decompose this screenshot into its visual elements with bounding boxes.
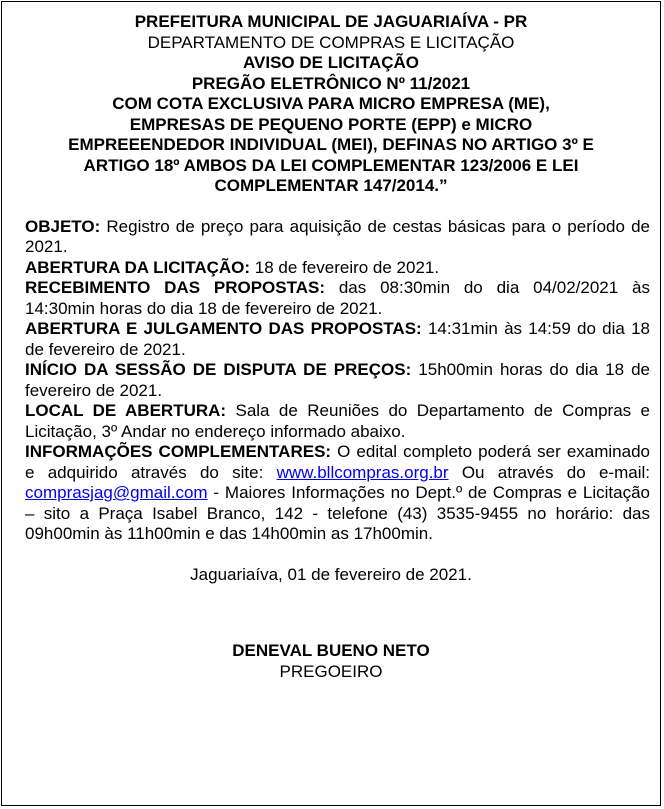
info-label: INFORMAÇÕES COMPLEMENTARES: <box>25 442 332 461</box>
notice-body <box>2 217 660 545</box>
header-quota-line-5: COMPLEMENTAR 147/2014.” <box>214 176 448 195</box>
objeto-label: OBJETO: <box>25 216 101 236</box>
signature-block <box>2 641 660 682</box>
header-notice-title: AVISO DE LICITAÇÃO <box>243 53 419 72</box>
recebimento-paragraph <box>25 278 650 319</box>
inicio-text: 15h00min horas do dia 18 de fevereiro de 2021. <box>25 360 650 400</box>
local-paragraph <box>25 401 650 442</box>
info-text-2: Ou através do e-mail: <box>448 462 650 482</box>
abertura-label: ABERTURA DA LICITAÇÃO: <box>25 257 251 277</box>
info-text-1: O edital completo poderá ser examinado e adquirido através do site: <box>25 442 650 482</box>
notice-header <box>2 2 660 197</box>
recebimento-text: das 08:30min do dia 04/02/2021 às 14:30min horas do dia 18 de fevereiro de 2021. <box>25 278 650 318</box>
julgamento-paragraph <box>25 319 650 360</box>
abertura-text: 18 de fevereiro de 2021. <box>250 257 440 277</box>
date-line: Jaguariaíva, 01 de fevereiro de 2021. <box>190 564 472 584</box>
julgamento-label: ABERTURA E JULGAMENTO DAS PROPOSTAS: <box>25 319 422 338</box>
inicio-label: INÍCIO DA SESSÃO DE DISPUTA DE PREÇOS: <box>25 360 412 379</box>
signature-name: DENEVAL BUENO NETO <box>232 641 430 660</box>
notice-frame <box>1 1 661 806</box>
local-label: LOCAL DE ABERTURA: <box>25 401 227 420</box>
julgamento-text: 14:31min às 14:59 do dia 18 de fevereiro de 2021. <box>25 319 650 359</box>
header-quota-line-3: EMPREEENDEDOR INDIVIDUAL (MEI), DEFINAS NO ARTIGO 3º E <box>68 135 594 154</box>
site-link[interactable]: www.bllcompras.org.br <box>276 462 449 482</box>
email-link[interactable]: comprasjag@gmail.com <box>25 483 208 502</box>
header-quota-line-2: EMPRESAS DE PEQUENO PORTE (EPP) e MICRO <box>129 114 533 134</box>
header-department: DEPARTAMENTO DE COMPRAS E LICITAÇÃO <box>147 32 515 52</box>
recebimento-label: RECEBIMENTO DAS PROPOSTAS: <box>25 278 326 297</box>
objeto-text: Registro de preço para aquisição de cestas básicas para o período de 2021. <box>25 216 650 256</box>
header-municipality: PREFEITURA MUNICIPAL DE JAGUARIAÍVA - PR <box>134 12 528 31</box>
abertura-paragraph <box>25 258 650 279</box>
signature-role: PREGOEIRO <box>279 661 383 681</box>
header-quota-line-1: COM COTA EXCLUSIVA PARA MICRO EMPRESA (ME), <box>112 94 550 113</box>
header-quota-line-4: ARTIGO 18º AMBOS DA LEI COMPLEMENTAR 123/2006 E LEI <box>83 155 579 175</box>
info-paragraph <box>25 442 650 545</box>
info-text-3: - Maiores Informações no Dept.º de Compras e Licitação – sito a Praça Isabel Branco, 142 - telefone (43) 3535-9455 no horário: das 09h00min às 11h00min e das 14h00min as 17h00min. <box>25 483 650 543</box>
header-pregao-number: PREGÃO ELETRÔNICO Nº 11/2021 <box>191 73 471 93</box>
objeto-paragraph <box>25 217 650 258</box>
local-text: Sala de Reuniões do Departamento de Compras e Licitação, 3º Andar no endereço informado abaixo. <box>25 401 650 441</box>
inicio-paragraph <box>25 360 650 401</box>
